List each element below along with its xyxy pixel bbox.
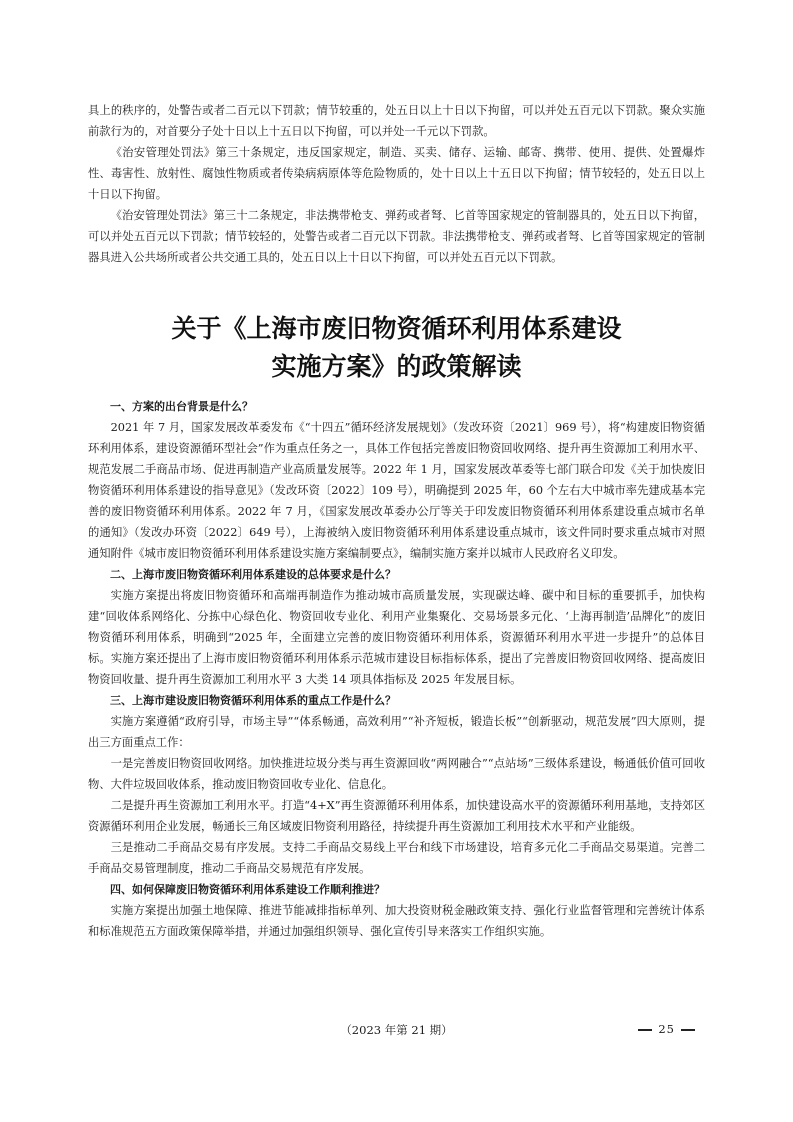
page-footer	[0, 1022, 793, 1042]
page-number-block	[632, 1022, 701, 1036]
article-body	[88, 396, 705, 942]
section-heading: 一、方案的出台背景是什么？	[110, 400, 253, 413]
paragraph-article-32: 《治安管理处罚法》第三十二条规定，非法携带枪支、弹药或者弩、匕首等国家规定的管制器具的，处五日以下拘留，可以并处五百元以下罚款；情节较轻的，处警告或者二百元以下罚款。非法携带枪支、弹药或者弩、匕首等国家规定的管制器具进入公共场所或者公共交通工具的，处五日以上十日以下拘留，可以并处五百元以下罚款。	[88, 209, 705, 264]
section-paragraph: 实施方案提出将废旧物资循环和高端再制造作为推动城市高质量发展，实现碳达峰、碳中和目标的重要抓手，加快构建“回收体系网络化、分拣中心绿色化、物资回收专业化、利用产业集聚化、交易场景多元化、‘上海再制造’品牌化”的废旧物资循环利用体系，明确到“2025 年，全面建立完善的废旧物资循环利用体系，资源循环利用水平进一步提升”的总体目标。实施方案还提出了上海市废旧物资循环利用体系示范城市建设目标指标体系，提出了完善废旧物资回收网络、提高废旧物资回收量、提升再生资源加工利用水平 3 大类 14 项具体指标及 2025 年发展目标。	[88, 589, 705, 686]
section-paragraph: 二是提升再生资源加工利用水平。打造“4+X”再生资源循环利用体系，加快建设高水平的资源循环利用基地，支持郊区资源循环利用企业发展，畅通长三角区域废旧物资利用路径，持续提升再生资源加工利用技术水平和产业能级。	[88, 799, 705, 833]
paragraph-article-30: 《治安管理处罚法》第三十条规定，违反国家规定，制造、买卖、储存、运输、邮寄、携带、使用、提供、处置爆炸性、毒害性、放射性、腐蚀性物质或者传染病病原体等危险物质的，处十日以上十五日以下拘留；情节较轻的，处五日以上十日以下拘留。	[88, 146, 705, 201]
paragraph-continued: 具上的秩序的，处警告或者二百元以下罚款；情节较重的，处五日以上十日以下拘留，可以并处五百元以下罚款。聚众实施前款行为的，对首要分子处十日以上十五日以下拘留，可以并处一千元以下罚款。	[88, 104, 705, 138]
section-paragraph: 2021 年 7 月，国家发展改革委发布《“十四五”循环经济发展规划》（发改环资〔2021〕969 号），将“构建废旧物资循环利用体系，建设资源循环型社会”作为重点任务之一，具体工作包括完善废旧物资回收网络、提升再生资源加工利用水平、规范发展二手商品市场、促进再制造产业高质量发展等。2022 年 1 月，国家发展改革委等七部门联合印发《关于加快废旧物资循环利用体系建设的指导意见》（发改环资〔2022〕109 号），明确提到 2025 年，60 个左右大中城市率先建成基本完善的废旧物资循环利用体系。2022 年 7 月，《国家发展改革委办公厅等关于印发废旧物资循环利用体系建设重点城市名单的通知》（发改办环资〔2022〕649 号），上海被纳入废旧物资循环利用体系建设重点城市，该文件同时要求重点城市对照通知附件《城市废旧物资循环利用体系建设实施方案编制要点》，编制实施方案并以城市人民政府名义印发。	[88, 421, 705, 560]
article-title-line1: 关于《上海市废旧物资循环利用体系建设	[171, 314, 622, 343]
section-heading: 三、上海市建设废旧物资循环利用体系的重点工作是什么？	[110, 694, 396, 707]
issue-label: （2023 年第 21 期）	[340, 1023, 453, 1037]
section-paragraph: 三是推动二手商品交易有序发展。支持二手商品交易线上平台和线下市场建设，培育多元化二手商品交易渠道。完善二手商品交易管理制度，推动二手商品交易规范有序发展。	[88, 841, 705, 875]
article-title	[88, 310, 705, 386]
article-title-line2: 实施方案》的政策解读	[271, 352, 522, 381]
section-heading: 二、上海市废旧物资循环利用体系建设的总体要求是什么？	[110, 568, 396, 581]
top-text-block	[88, 100, 705, 268]
section-heading: 四、如何保障废旧物资循环利用体系建设工作顺利推进？	[110, 883, 385, 896]
section-paragraph: 一是完善废旧物资回收网络。加快推进垃圾分类与再生资源回收“两网融合”“点站场”三级体系建设，畅通低价值可回收物、大件垃圾回收体系，推动废旧物资回收专业化、信息化。	[88, 757, 705, 791]
dash-left	[638, 1029, 652, 1031]
section-paragraph: 实施方案提出加强土地保障、推进节能减排指标单列、加大投资财税金融政策支持、强化行业监督管理和完善统计体系和标准规范五方面政策保障举措，并通过加强组织领导、强化宣传引导来落实工作组织实施。	[88, 904, 705, 938]
section-paragraph: 实施方案遵循“政府引导，市场主导”“体系畅通，高效利用”“补齐短板，锻造长板”“创新驱动，规范发展”四大原则，提出三方面重点工作：	[88, 715, 705, 749]
page-number: 25	[658, 1022, 675, 1036]
dash-right	[681, 1029, 695, 1031]
